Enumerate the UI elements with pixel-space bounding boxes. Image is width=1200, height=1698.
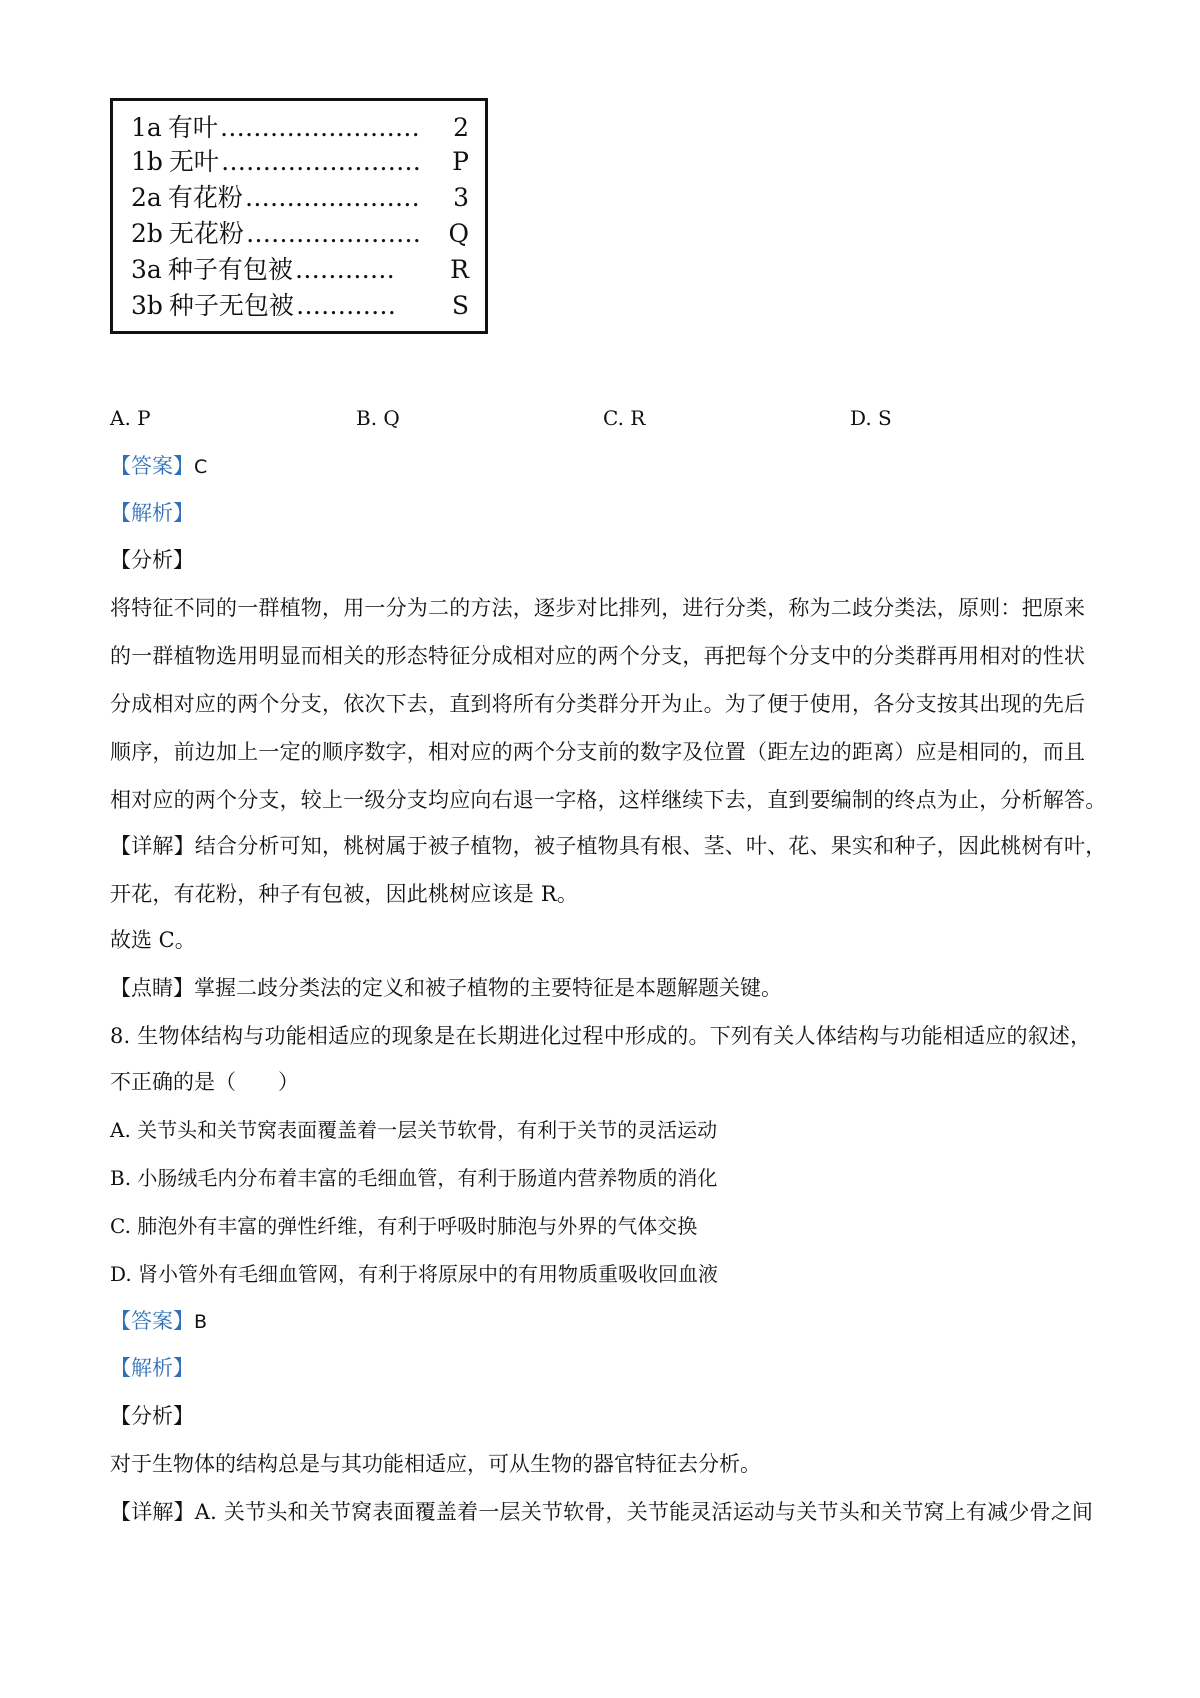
- q7-detail-line: 【详解】结合分析可知，桃树属于被子植物，被子植物具有根、茎、叶、花、果实和种子，因此桃树有叶，: [110, 834, 1107, 858]
- key-dots: ……………………: [220, 147, 421, 176]
- q8-stem-line: 8. 生物体结构与功能相适应的现象是在长期进化过程中形成的。下列有关人体结构与功能相适应的叙述，: [110, 1024, 1092, 1048]
- key-code: 2b: [131, 219, 163, 248]
- key-dots: ……………………: [219, 113, 420, 142]
- key-result: S: [451, 291, 469, 320]
- key-row: [131, 111, 469, 145]
- q8-option-c: C. 肺泡外有丰富的弹性纤维，有利于呼吸时肺泡与外界的气体交换: [110, 1214, 698, 1238]
- q8-option-d: D. 肾小管外有毛细血管网，有利于将原尿中的有用物质重吸收回血液: [110, 1262, 719, 1286]
- key-result: Q: [448, 219, 469, 248]
- q8-fenxi-tag: 【分析】: [110, 1404, 194, 1428]
- q7-option-c: C. R: [603, 406, 646, 430]
- key-code: 2a: [131, 183, 162, 212]
- key-result: P: [452, 147, 469, 176]
- q7-option-a: A. P: [110, 406, 151, 430]
- key-result: R: [450, 255, 469, 284]
- key-row: [131, 253, 469, 287]
- q8-stem-line: 不正确的是（ ）: [110, 1070, 299, 1094]
- key-desc: 无花粉: [168, 219, 244, 248]
- q7-fenxi-line: 顺序，前边加上一定的顺序数字，相对应的两个分支前的数字及位置（距左边的距离）应是相同的，而且: [110, 740, 1086, 764]
- q7-answer: [110, 451, 1100, 482]
- q7-fenxi-line: 相对应的两个分支，较上一级分支均应向右退一字格，这样继续下去，直到要编制的终点为止，分析解答。: [110, 788, 1107, 812]
- answer-tag: 【答案】: [110, 454, 194, 478]
- q8-answer: [110, 1306, 1100, 1337]
- key-dots: …………: [294, 255, 395, 284]
- dichotomous-key-table: [110, 98, 488, 334]
- key-row: [131, 289, 469, 323]
- key-row: [131, 181, 469, 215]
- q8-option-b: B. 小肠绒毛内分布着丰富的毛细血管，有利于肠道内营养物质的消化: [110, 1166, 718, 1190]
- key-desc: 有叶: [167, 113, 218, 142]
- q7-option-b: B. Q: [356, 406, 400, 430]
- key-dots: …………………: [244, 183, 420, 212]
- key-code: 3b: [131, 291, 163, 320]
- q7-fenxi-line: 的一群植物选用明显而相关的形态特征分成相对应的两个分支，再把每个分支中的分类群再用相对的性状: [110, 644, 1086, 668]
- key-desc: 种子无包被: [168, 291, 294, 320]
- key-row: [131, 217, 469, 251]
- answer-value: B: [194, 1311, 208, 1333]
- key-dots: …………………: [245, 219, 421, 248]
- key-dots: …………: [295, 291, 396, 320]
- key-desc: 种子有包被: [167, 255, 293, 284]
- q7-detail-line: 开花，有花粉，种子有包被，因此桃树应该是 R。: [110, 882, 579, 906]
- q7-option-d: D. S: [850, 406, 892, 430]
- key-row: [131, 145, 469, 179]
- q8-analysis-tag: 【解析】: [110, 1356, 194, 1380]
- q7-choose: 故选 C。: [110, 928, 196, 952]
- q8-option-a: A. 关节头和关节窝表面覆盖着一层关节软骨，有利于关节的灵活运动: [110, 1118, 718, 1142]
- key-code: 1a: [131, 113, 162, 142]
- key-desc: 有花粉: [167, 183, 243, 212]
- q8-fenxi-line: 对于生物体的结构总是与其功能相适应，可从生物的器官特征去分析。: [110, 1452, 761, 1476]
- q7-analysis-tag: 【解析】: [110, 501, 194, 525]
- key-desc: 无叶: [168, 147, 219, 176]
- q8-detail-line: 【详解】A. 关节头和关节窝表面覆盖着一层关节软骨，关节能灵活运动与关节头和关节窝上有减少骨之间: [110, 1500, 1094, 1524]
- q7-fenxi-line: 将特征不同的一群植物，用一分为二的方法，逐步对比排列，进行分类，称为二歧分类法，原则：把原来: [110, 596, 1086, 620]
- answer-value: C: [194, 456, 208, 478]
- key-code: 1b: [131, 147, 163, 176]
- key-code: 3a: [131, 255, 162, 284]
- key-result: 2: [453, 113, 469, 142]
- q7-fenxi-tag: 【分析】: [110, 548, 194, 572]
- q7-fenxi-line: 分成相对应的两个分支，依次下去，直到将所有分类群分开为止。为了便于使用，各分支按其出现的先后: [110, 692, 1086, 716]
- answer-tag: 【答案】: [110, 1309, 194, 1333]
- key-result: 3: [453, 183, 469, 212]
- q7-tip: 【点睛】掌握二歧分类法的定义和被子植物的主要特征是本题解题关键。: [110, 976, 782, 1000]
